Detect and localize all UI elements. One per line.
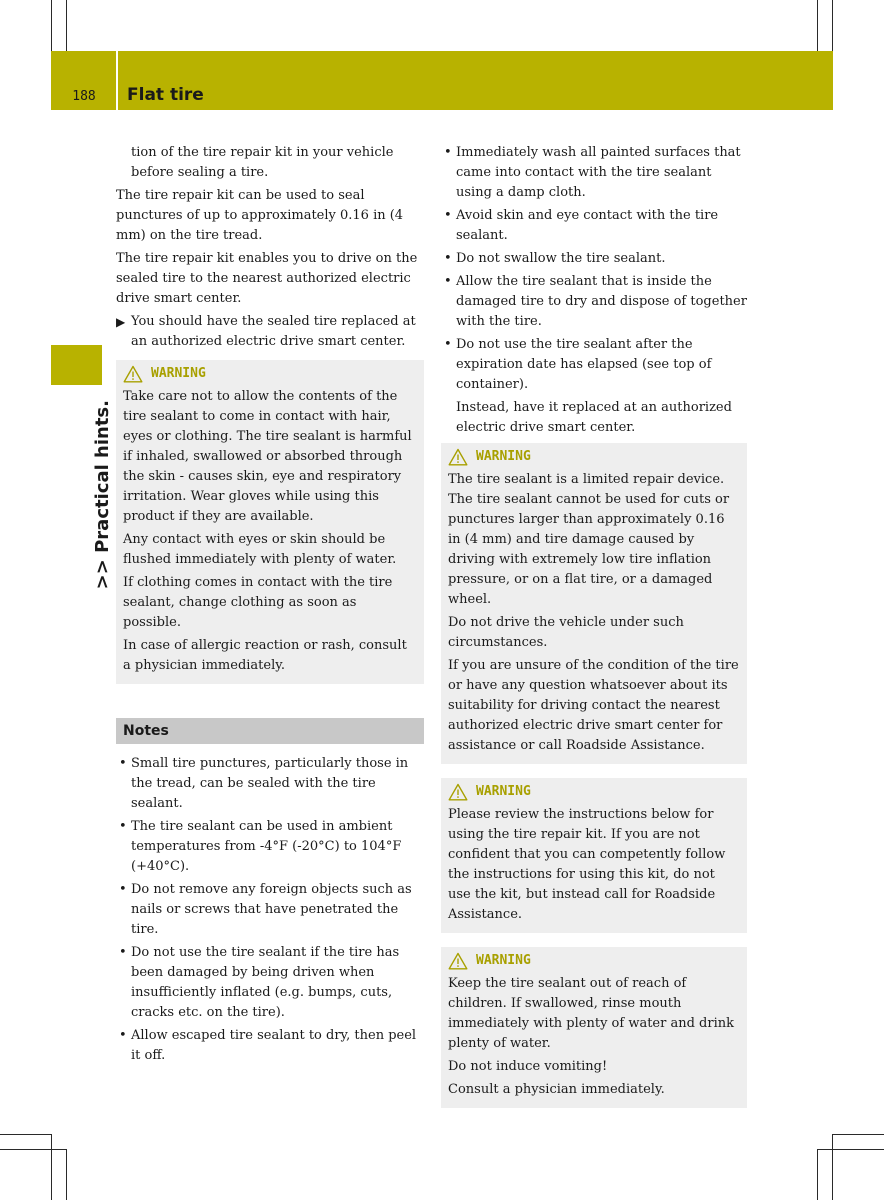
- warning-text: The tire sealant is a limited repair device. The tire sealant cannot be used for cuts or punctures larger than approximately 0.16 in (4 mm) and tire damage caused by driving with extremely low tire inflation pressure, or on a flat tire, or a damaged wheel.: [448, 472, 730, 607]
- crop-mark: [0, 1134, 51, 1135]
- chapter-title: Flat tire: [127, 85, 204, 105]
- list-item-text: Do not use the tire sealant after the expiration date has elapsed (see top of container).: [456, 337, 712, 392]
- crop-mark: [817, 1149, 884, 1150]
- crop-mark: [832, 1134, 833, 1200]
- left-column: [116, 143, 424, 1069]
- crop-mark: [817, 1149, 818, 1200]
- crop-mark: [66, 1149, 67, 1200]
- side-tab-marker: [51, 345, 102, 385]
- bullet-dot: •: [444, 337, 452, 352]
- warning-triangle-icon: [123, 365, 143, 383]
- list-item: [441, 206, 747, 246]
- warning-box: [441, 947, 747, 1108]
- warning-text: Please review the instructions below for using the tire repair kit. If you are not confident that you can competently follow the instructions for using this kit, do not use the kit, but instead call for Roadside Assistance.: [448, 807, 726, 922]
- notes-item-text: Do not remove any foreign objects such as nails or screws that have penetrated the tire.: [131, 882, 412, 937]
- right-column: [441, 143, 747, 1122]
- notes-item-text: Small tire punctures, particularly those in the tread, can be sealed with the tire sealant.: [131, 756, 409, 811]
- warning-text: If you are unsure of the condition of the tire or have any question whatsoever about its suitability for driving contact the nearest authorized electric drive smart center for assistance or call Roadside Assistance.: [448, 658, 739, 753]
- bullet-dot: •: [119, 882, 127, 897]
- notes-item: [116, 943, 424, 1023]
- notes-item: [116, 880, 424, 940]
- header-divider: [116, 51, 118, 110]
- arrow-right-icon: ▶: [116, 315, 126, 329]
- list-item: [441, 249, 747, 269]
- warning-text: Do not induce vomiting!: [448, 1059, 608, 1074]
- instruction-item: [116, 312, 424, 352]
- bullet-dot: •: [119, 819, 127, 834]
- list-item: [441, 143, 747, 203]
- warning-header: [123, 364, 417, 384]
- crop-mark: [66, 0, 67, 51]
- warning-box: [116, 360, 424, 684]
- warning-text: If clothing comes in contact with the tire sealant, change clothing as soon as possible.: [123, 575, 393, 630]
- continued-text: tion of the tire repair kit in your vehicle before sealing a tire.: [131, 145, 394, 180]
- list-item-text: Allow the tire sealant that is inside the damaged tire to dry and dispose of together with the tire.: [456, 274, 747, 329]
- instruction-text: You should have the sealed tire replaced at an authorized electric drive smart center.: [131, 314, 416, 349]
- bullet-dot: •: [444, 274, 452, 289]
- notes-item: [116, 1026, 424, 1066]
- crop-mark: [51, 1134, 52, 1200]
- notes-item: [116, 754, 424, 814]
- paragraph: The tire repair kit can be used to seal punctures of up to approximately 0.16 in (4 mm) on the tire tread.: [116, 188, 404, 243]
- warning-triangle-icon: [448, 952, 468, 970]
- notes-item-text: The tire sealant can be used in ambient temperatures from -4°F (-20°C) to 104°F (+40°C).: [131, 819, 402, 874]
- list-item-text: Do not swallow the tire sealant.: [456, 251, 666, 266]
- bullet-dot: •: [444, 208, 452, 223]
- notes-heading: Notes: [116, 718, 424, 744]
- crop-mark: [51, 0, 52, 51]
- warning-box: [441, 443, 747, 764]
- notes-item: [116, 817, 424, 877]
- bullet-dot: •: [444, 251, 452, 266]
- notes-item-text: Do not use the tire sealant if the tire has been damaged by being driven when insufficiently inflated (e.g. bumps, cuts, cracks etc. on the tire).: [131, 945, 400, 1020]
- page-number: 188: [72, 89, 96, 104]
- warning-title: WARNING: [151, 366, 206, 381]
- warning-text: Do not drive the vehicle under such circumstances.: [448, 615, 684, 650]
- warning-text: Keep the tire sealant out of reach of children. If swallowed, rinse mouth immediately with plenty of water and drink plenty of water.: [448, 976, 734, 1051]
- list-item-text: Avoid skin and eye contact with the tire sealant.: [456, 208, 719, 243]
- warning-title: WARNING: [476, 784, 531, 799]
- list-followup: Instead, have it replaced at an authorized electric drive smart center.: [456, 400, 732, 435]
- warning-header: [448, 447, 740, 467]
- warning-header: [448, 782, 740, 802]
- warning-text: Consult a physician immediately.: [448, 1082, 665, 1097]
- list-item-text: Immediately wash all painted surfaces that came into contact with the tire sealant using a damp cloth.: [456, 145, 741, 200]
- notes-item-text: Allow escaped tire sealant to dry, then peel it off.: [131, 1028, 417, 1063]
- paragraph: The tire repair kit enables you to drive on the sealed tire to the nearest authorized electric drive smart center.: [116, 251, 418, 306]
- warning-triangle-icon: [448, 783, 468, 801]
- warning-triangle-icon: [448, 448, 468, 466]
- bullet-dot: •: [119, 945, 127, 960]
- warning-header: [448, 951, 740, 971]
- crop-mark: [832, 1134, 884, 1135]
- warning-box: [441, 778, 747, 933]
- side-tab-label[interactable]: >> Practical hints.: [92, 400, 113, 590]
- bullet-dot: •: [444, 145, 452, 160]
- warning-text: Any contact with eyes or skin should be flushed immediately with plenty of water.: [123, 532, 397, 567]
- warning-text: Take care not to allow the contents of the tire sealant to come in contact with hair, eyes or clothing. The tire sealant is harmful if inhaled, swallowed or absorbed through the skin - causes skin, eye and respiratory irritation. Wear gloves while using this product if they are available.: [123, 389, 412, 524]
- crop-mark: [817, 0, 818, 51]
- crop-mark: [0, 1149, 66, 1150]
- list-item: [441, 272, 747, 332]
- list-item: [441, 335, 747, 395]
- crop-mark: [832, 0, 833, 51]
- warning-title: WARNING: [476, 449, 531, 464]
- bullet-dot: •: [119, 756, 127, 771]
- warning-title: WARNING: [476, 953, 531, 968]
- warning-text: In case of allergic reaction or rash, consult a physician immediately.: [123, 638, 407, 673]
- bullet-dot: •: [119, 1028, 127, 1043]
